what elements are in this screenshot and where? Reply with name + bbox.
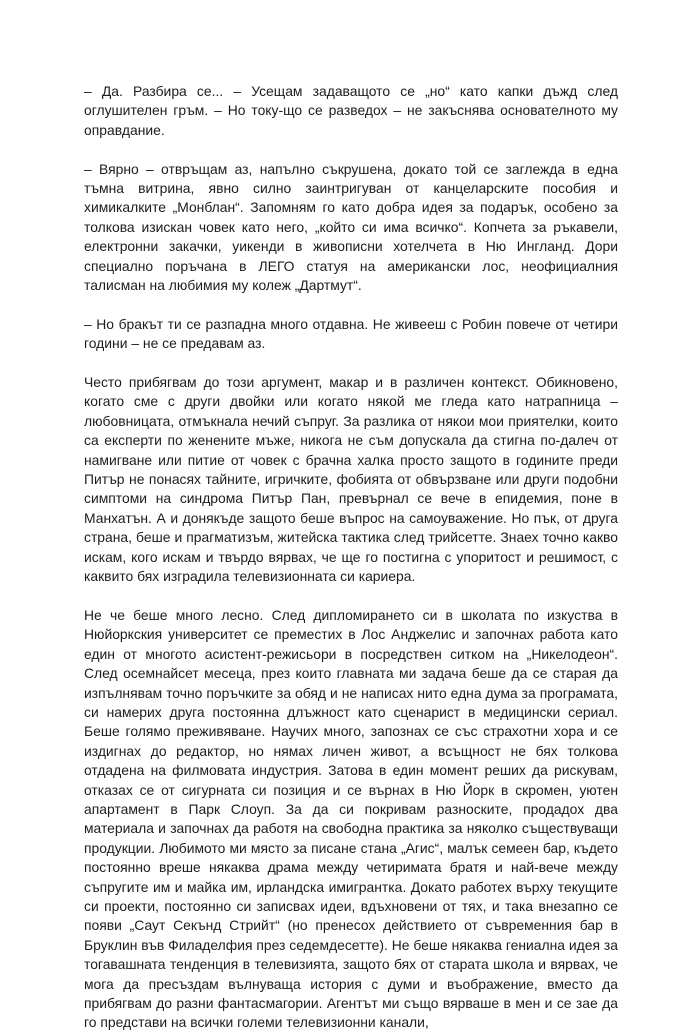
paragraph-4: Често прибягвам до този аргумент, макар и в различен контекст. Обикновено, когато сме с други двойки или когато някой ме гледа като натрапница – любовницата, отмъкнала нечий съпруг. За разлика от някои мои приятелки, които са експерти по женените мъже, никога не съм допускала да стигна по-далеч от намигване или питие от човек с брачна халка просто защото в годините преди Питър не понасях тайните, игричките, фобията от обвързване или други подобни симптоми на синдрома Питър Пан, превърнал се вече в епидемия, поне в Манхатън. А и донякъде защото беше въпрос на самоуважение. Но пък, от друга страна, беше и прагматизъм, житейска тактика след трийсетте. Знаех точно какво искам, кого искам и твърдо вярвах, че ще го постигна с упоритост и решимост, с каквито бях изградила телевизионната си кариера. bbox=[84, 374, 618, 585]
paragraph-1: – Да. Разбира се... – Усещам задаващото се „но“ като капки дъжд след оглушителен гръм. – Но току-що се разведох – не закъснява основателното му оправдание. bbox=[84, 83, 618, 138]
paragraph-3: – Но бракът ти се разпадна много отдавна. Не живееш с Робин повече от четири години – не се предавам аз. bbox=[84, 315, 618, 352]
paragraph-5: Не че беше много лесно. След дипломирането си в школата по изкуства в Нюйоркския университет се преместих в Лос Анджелис и започнах работа като един от многото асистент-режисьори в посредствен ситком на „Никелодеон“. След осемнайсет месеца, през които главната ми задача беше да се старая да изпълнявам точно поръчките за обяд и не написах нито една дума за програмата, си намерих друга постоянна длъжност като сценарист в медицински сериал. Беше голямо преживяване. Научих много, запознах се със страхотни хора и се издигнах до редактор, но нямах личен живот, а всъщност не бях толкова отдадена на филмовата индустрия. Затова в един момент реших да рискувам, отказах се от сигурната си позиция и се върнах в Ню Йорк в скромен, уютен апартамент в Парк Слоуп. За да си покривам разноските, продадох два материала и започнах да работя на свободна практика за няколко съществуващи продукции. Любимото ми място за писане стана „Агис“, малък семеен бар, където постоянно вреше някаква драма между четиримата братя и най-вече между съпругите им и майка им, ирландска имигрантка. Докато работех върху текущите си проекти, постоянно си записвах идеи, вдъхновени от тях, и така внезапно се появи „Саут Секънд Стрийт“ (но пренесох действието от съвременния бар в Бруклин във Филаделфия през седемдесетте). Не беше някаква гениална идея за тогавашната тенденция в телевизията, защото бях от старата школа и вярвах, че мога да пресъздам вълнуваща история с думи и въображение, вместо да прибягвам до разни фантасмагории. Агентът ми също вярваше в мен и се зае да го представи на всички големи телевизионни канали, bbox=[84, 606, 618, 1031]
paragraph-2: – Вярно – отвръщам аз, напълно съкрушена, докато той се заглежда в една тъмна витрина, явно силно заинтригуван от канцеларските пособия и химикалките „Монблан“. Запомням го като добра идея за подарък, особено за толкова изискан човек като него, „който си има всичко“. Копчета за ръкавели, електронни закачки, уикенди в живописни хотелчета в Ню Ингланд. Дори специално поръчана в ЛЕГО статуя на американски лос, неофициалния талисман на любимия му колеж „Дартмут“. bbox=[84, 160, 618, 294]
document-body bbox=[84, 82, 618, 1033]
